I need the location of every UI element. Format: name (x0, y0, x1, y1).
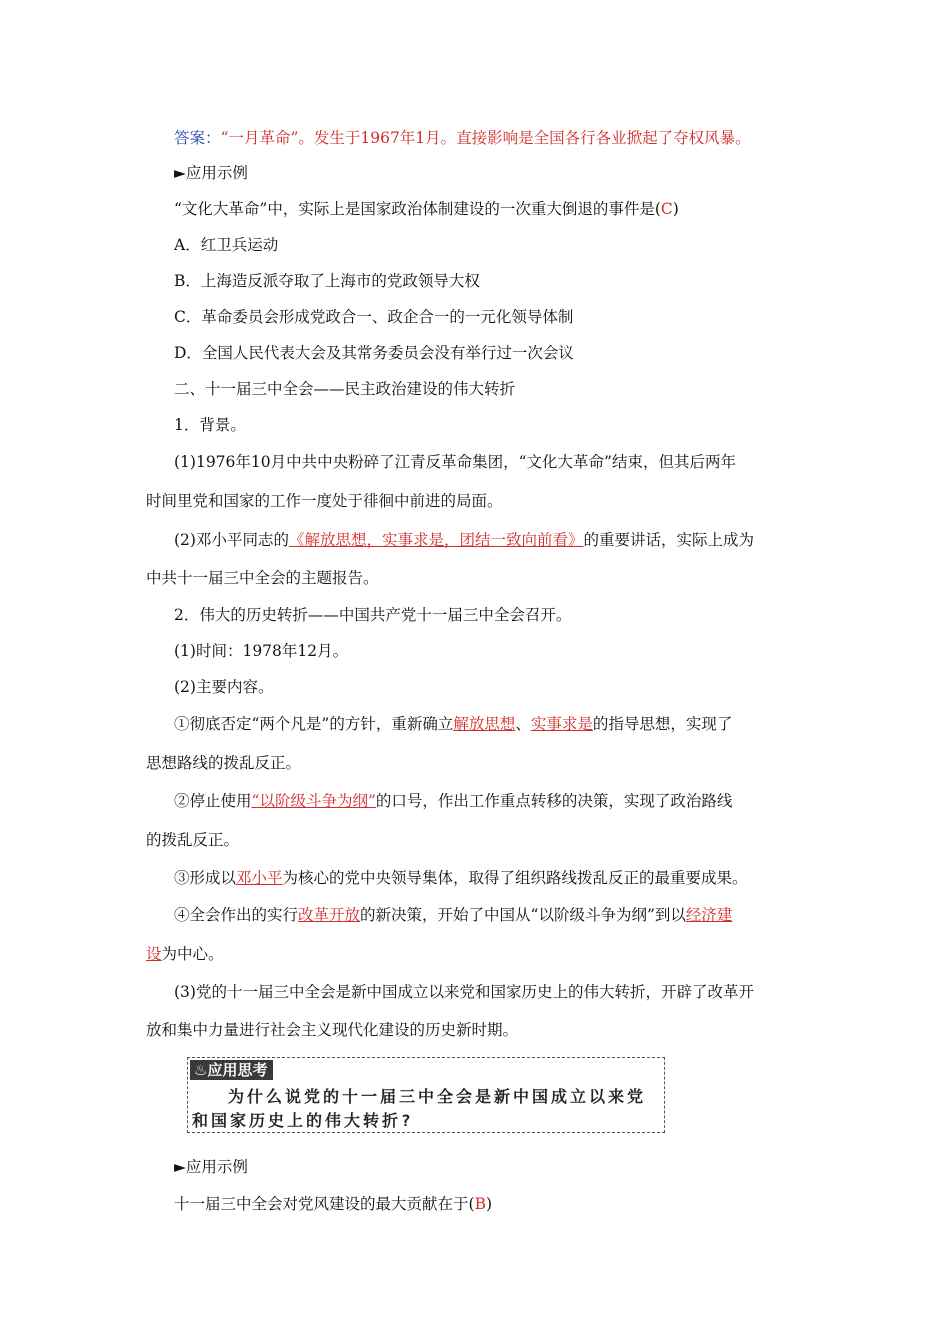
content-item-2b: 的拨乱反正。 (146, 831, 240, 849)
content-item-1b: 思想路线的拨乱反正。 (146, 754, 302, 772)
answer-line (174, 127, 751, 149)
background-title: 1．背景。 (174, 416, 246, 434)
background-para-2b: 中共十一届三中全会的主题报告。 (146, 569, 379, 587)
content-item-4b: 设为中心。 (146, 945, 224, 963)
think-tag: ♨应用思考 (190, 1060, 273, 1080)
example2-answer: B (474, 1195, 486, 1213)
significance-a: (3)党的十一届三中全会是新中国成立以来党和国家历史上的伟大转折，开辟了改革开 (174, 983, 754, 1001)
section-title: 二、十一届三中全会——民主政治建设的伟大转折 (174, 380, 516, 398)
think-line-1: 为什么说党的十一届三中全会是新中国成立以来党 (228, 1087, 647, 1106)
question-answer: C (660, 200, 673, 218)
significance-b: 放和集中力量进行社会主义现代化建设的历史新时期。 (146, 1021, 519, 1039)
answer-label: 答案： (174, 129, 221, 147)
option-c: C．革命委员会形成党政合一、政企合一的一元化领导体制 (174, 308, 574, 326)
content-title: (2)主要内容。 (174, 678, 274, 696)
meeting-time: (1)时间：1978年12月。 (174, 642, 349, 660)
option-b: B．上海造反派夺取了上海市的党政领导大权 (174, 272, 480, 290)
answer-text: “一月革命”。发生于1967年1月。直接影响是全国各行各业掀起了夺权风暴。 (220, 129, 751, 147)
example-heading: ►应用示例 (174, 164, 248, 182)
example2-heading: ►应用示例 (174, 1158, 248, 1176)
content-item-2a: ②停止使用“以阶级斗争为纲”的口号，作出工作重点转移的决策，实现了政治路线 (174, 792, 733, 810)
background-para-1b: 时间里党和国家的工作一度处于徘徊中前进的局面。 (146, 492, 503, 510)
background-para-2a: (2)邓小平同志的《解放思想，实事求是，团结一致向前看》的重要讲话，实际上成为 (174, 531, 754, 549)
content-item-3: ③形成以邓小平为核心的党中央领导集体，取得了组织路线拨乱反正的最重要成果。 (174, 869, 748, 887)
example-question: “文化大革命”中，实际上是国家政治体制建设的一次重大倒退的事件是(C) (174, 200, 679, 218)
think-box (187, 1057, 665, 1133)
speech-title: 《解放思想，实事求是，团结一致向前看》 (288, 531, 584, 549)
example2-question: 十一届三中全会对党风建设的最大贡献在于(B) (174, 1195, 493, 1213)
option-a: A．红卫兵运动 (174, 236, 279, 254)
content-item-1a: ①彻底否定“两个凡是”的方针，重新确立解放思想、实事求是的指导思想，实现了 (174, 715, 733, 733)
background-para-1a: (1)1976年10月中共中央粉碎了江青反革命集团，“文化大革命”结束，但其后两年 (174, 453, 736, 471)
option-d: D．全国人民代表大会及其常务委员会没有举行过一次会议 (174, 344, 574, 362)
content-item-4a: ④全会作出的实行改革开放的新决策，开始了中国从“以阶级斗争为纲”到以经济建 (174, 906, 733, 924)
think-line-2: 和国家历史上的伟大转折? (192, 1111, 414, 1130)
turn-title: 2．伟大的历史转折——中国共产党十一届三中全会召开。 (174, 606, 572, 624)
